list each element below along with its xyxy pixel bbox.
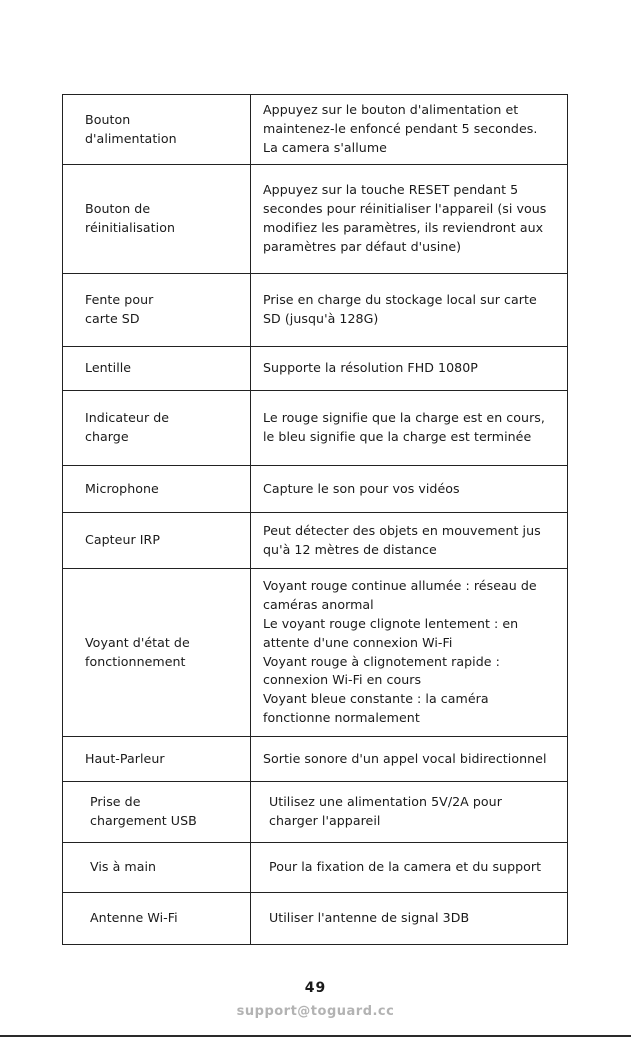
row-label-cell bbox=[63, 569, 251, 737]
row-description: Pour la fixation de la camera et du support bbox=[269, 859, 542, 875]
row-label-cell bbox=[63, 347, 251, 391]
row-description-cell bbox=[251, 274, 568, 347]
row-description-cell bbox=[251, 466, 568, 513]
row-description-cell bbox=[251, 347, 568, 391]
row-label: Prise de chargement USB bbox=[90, 794, 197, 828]
table-row bbox=[63, 466, 568, 513]
table-row bbox=[63, 782, 568, 843]
row-description-cell bbox=[251, 391, 568, 466]
row-description-cell bbox=[251, 95, 568, 165]
row-description: Utiliser l'antenne de signal 3DB bbox=[269, 910, 470, 926]
table-row bbox=[63, 513, 568, 569]
row-description: Capture le son pour vos vidéos bbox=[263, 480, 460, 496]
row-label: Antenne Wi-Fi bbox=[90, 910, 178, 926]
row-description-cell bbox=[251, 737, 568, 782]
row-label: Bouton d'alimentation bbox=[85, 111, 177, 146]
row-description: Utilisez une alimentation 5V/2A pour charger l'appareil bbox=[269, 794, 502, 828]
row-description: Supporte la résolution FHD 1080P bbox=[263, 360, 478, 376]
row-description-cell bbox=[251, 843, 568, 893]
row-label-cell bbox=[63, 95, 251, 165]
row-description-cell bbox=[251, 893, 568, 945]
row-description-cell bbox=[251, 513, 568, 569]
row-label: Voyant d'état de fonctionnement bbox=[85, 634, 190, 669]
row-description: Appuyez sur le bouton d'alimentation et maintenez-le enfoncé pendant 5 secondes. La camera s'allume bbox=[263, 102, 538, 155]
table-row bbox=[63, 347, 568, 391]
row-label: Lentille bbox=[85, 360, 132, 376]
bottom-divider bbox=[0, 1035, 631, 1037]
table-row bbox=[63, 165, 568, 274]
row-label: Indicateur de charge bbox=[85, 410, 170, 444]
row-label: Haut-Parleur bbox=[85, 750, 165, 766]
table-row bbox=[63, 391, 568, 466]
row-label-cell bbox=[63, 165, 251, 274]
table-row bbox=[63, 274, 568, 347]
row-description: Peut détecter des objets en mouvement jus qu'à 12 mètres de distance bbox=[263, 522, 541, 557]
row-label-cell bbox=[63, 274, 251, 347]
row-label-cell bbox=[63, 893, 251, 945]
table-row bbox=[63, 737, 568, 782]
row-label-cell bbox=[63, 513, 251, 569]
spec-table bbox=[62, 94, 568, 945]
row-description-cell bbox=[251, 569, 568, 737]
table-row bbox=[63, 843, 568, 893]
row-description: Le rouge signifie que la charge est en cours, le bleu signifie que la charge est terminée bbox=[263, 410, 545, 444]
row-label-cell bbox=[63, 391, 251, 466]
row-label: Vis à main bbox=[90, 859, 157, 875]
row-label-cell bbox=[63, 737, 251, 782]
row-description: Sortie sonore d'un appel vocal bidirectionnel bbox=[263, 750, 547, 766]
row-label-cell bbox=[63, 466, 251, 513]
row-description: Appuyez sur la touche RESET pendant 5 secondes pour réinitialiser l'appareil (si vous modifiez les paramètres, ils reviendront aux paramètres par défaut d'usine) bbox=[263, 182, 547, 254]
row-label: Capteur IRP bbox=[85, 532, 160, 548]
row-label-cell bbox=[63, 782, 251, 843]
support-email: support@toguard.cc bbox=[236, 1004, 395, 1019]
row-label: Microphone bbox=[85, 480, 159, 496]
table-row bbox=[63, 95, 568, 165]
row-label: Bouton de réinitialisation bbox=[85, 201, 175, 235]
row-label: Fente pour carte SD bbox=[85, 292, 154, 326]
row-description: Prise en charge du stockage local sur carte SD (jusqu'à 128G) bbox=[263, 292, 537, 326]
page-number: 49 bbox=[304, 980, 327, 996]
table-row bbox=[63, 893, 568, 945]
table-row bbox=[63, 569, 568, 737]
row-description: Voyant rouge continue allumée : réseau de caméras anormal Le voyant rouge clignote lentement : en attente d'une connexion Wi-Fi Voyant rouge à clignotement rapide : connexion Wi-Fi en cours Voyant bleue constante : la caméra fonctionne normalement bbox=[263, 578, 537, 725]
row-description-cell bbox=[251, 782, 568, 843]
row-label-cell bbox=[63, 843, 251, 893]
row-description-cell bbox=[251, 165, 568, 274]
